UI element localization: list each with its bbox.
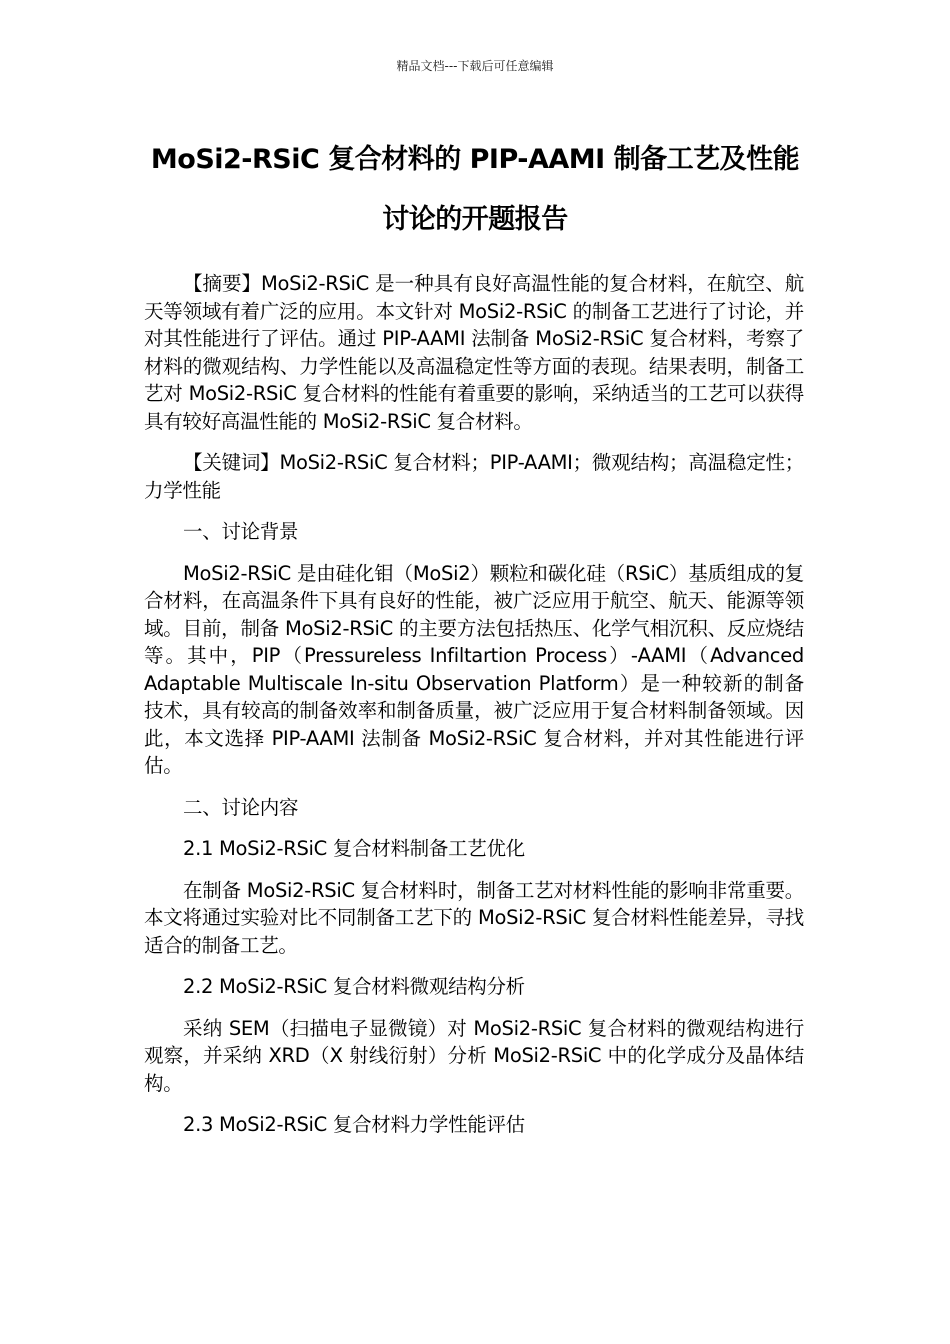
section-1-paragraph: MoSi2-RSiC 是由硅化钼（MoSi2）颗粒和碳化硅（RSiC）基质组成的复合材料，在高温条件下具有良好的性能，被广泛应用于航空、航天、能源等领域。目前，制备 MoSi2-RSiC 的主要方法包括热压、化学气相沉积、反应烧结等。其中，PIP（Pressureless Infiltartion Process）-AAMI（Advanced Adaptable Multiscale In-situ Observation Platform）是一种较新的制备技术，具有较高的制备效率和制备质量，被广泛应用于复合材料制备领域。因此，本文选择 PIP-AAMI 法制备 MoSi2-RSiC 复合材料，并对其性能进行评估。 — [144, 561, 804, 777]
abstract-paragraph: 【摘要】MoSi2-RSiC 是一种具有良好高温性能的复合材料，在航空、航天等领域有着广泛的应用。本文针对 MoSi2-RSiC 的制备工艺进行了讨论，并对其性能进行了评估。通过 PIP-AAMI 法制备 MoSi2-RSiC 复合材料，考察了材料的微观结构、力学性能以及高温稳定性等方面的表现。结果表明，制备工艺对 MoSi2-RSiC 复合材料的性能有着重要的影响，采纳适当的工艺可以获得具有较好高温性能的 MoSi2-RSiC 复合材料。 — [144, 272, 804, 433]
section-2-2-paragraph: 采纳 SEM（扫描电子显微镜）对 MoSi2-RSiC 复合材料的微观结构进行观察，并采纳 XRD（X 射线衍射）分析 MoSi2-RSiC 中的化学成分及晶体结构。 — [144, 1016, 804, 1095]
header-note: 精品文档---下载后可任意编辑 — [396, 59, 554, 73]
section-1-heading: 一、讨论背景 — [183, 520, 299, 543]
title-line-1: MoSi2-RSiC 复合材料的 PIP-AAMI 制备工艺及性能 — [150, 144, 800, 175]
document-title — [140, 130, 810, 250]
section-2-3-heading: 2.3 MoSi2-RSiC 复合材料力学性能评估 — [183, 1113, 525, 1136]
title-line-2: 讨论的开题报告 — [382, 204, 568, 235]
section-2-2-heading: 2.2 MoSi2-RSiC 复合材料微观结构分析 — [183, 975, 525, 998]
section-2-1-heading: 2.1 MoSi2-RSiC 复合材料制备工艺优化 — [183, 837, 525, 860]
section-2-1-paragraph: 在制备 MoSi2-RSiC 复合材料时，制备工艺对材料性能的影响非常重要。本文将通过实验对比不同制备工艺下的 MoSi2-RSiC 复合材料性能差异，寻找适合的制备工艺。 — [144, 878, 804, 957]
document-body — [144, 270, 804, 1153]
keywords-paragraph: 【关键词】MoSi2-RSiC 复合材料；PIP-AAMI；微观结构；高温稳定性；力学性能 — [144, 451, 804, 502]
section-2-heading: 二、讨论内容 — [183, 795, 299, 819]
